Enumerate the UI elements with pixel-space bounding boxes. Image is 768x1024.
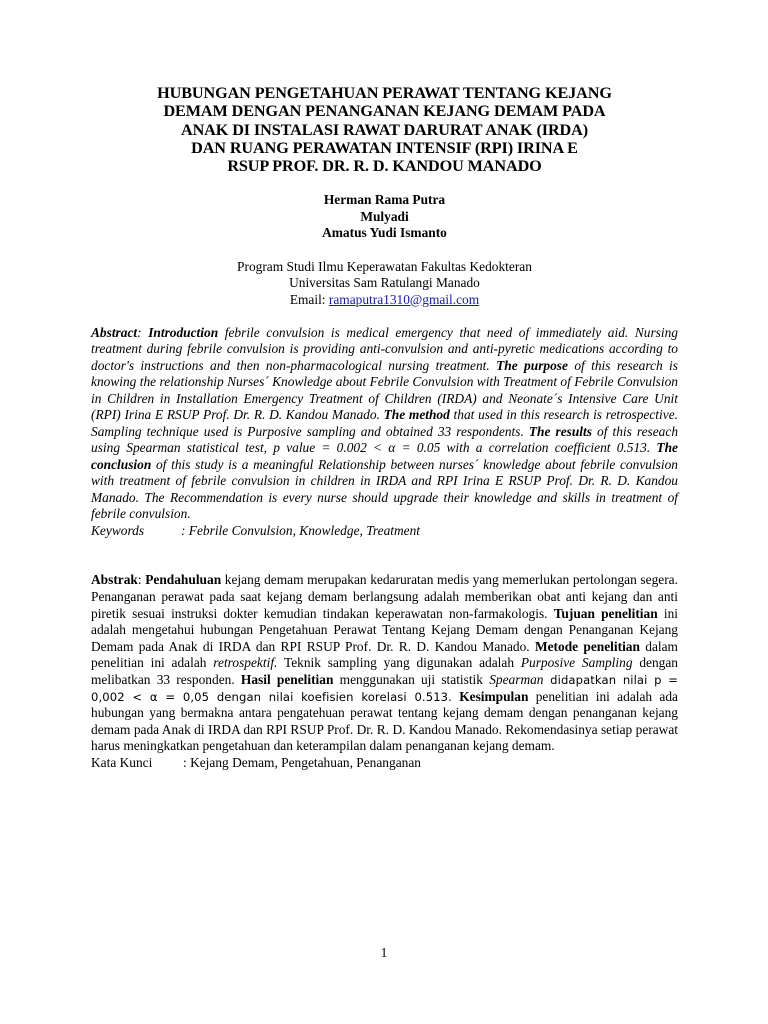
metode-italic-2: Purposive Sampling — [520, 655, 633, 671]
keywords-indonesian — [91, 755, 678, 772]
kata-kunci-value: : Kejang Demam, Pengetahuan, Penanganan — [183, 754, 421, 770]
intro-label: Introduction — [148, 324, 219, 340]
pendahuluan-label: Pendahuluan — [145, 572, 222, 588]
hasil-text: menggunakan uji statistik — [333, 671, 490, 687]
kesimpulan-label: Kesimpulan — [459, 688, 529, 704]
title-line: DEMAM DENGAN PENANGANAN KEJANG DEMAM PADA — [163, 102, 606, 121]
keywords-value: : Febrile Convulsion, Knowledge, Treatment — [181, 522, 421, 538]
author-name: Mulyadi — [360, 208, 409, 224]
title-line: DAN RUANG PERAWATAN INTENSIF (RPI) IRINA E — [191, 138, 578, 157]
purpose-label: The purpose — [496, 357, 568, 373]
results-text: of this reseach using Spearman statistical test, p value = 0.002 < α = 0.05 with a correlation coefficient 0.513. — [91, 423, 679, 456]
title-line: RSUP PROF. DR. R. D. KANDOU MANADO — [227, 157, 542, 176]
hasil-stat-text: didapatkan nilai p = 0,002 < α = 0,05 dengan nilai koefisien korelasi 0.513. — [91, 672, 679, 704]
email-label: Email: — [289, 291, 329, 307]
keywords-english — [91, 523, 678, 540]
kesimpulan-text: penelitian ini adalah ada hubungan yang bermakna antara pengatehuan perawat tentang kejang demam dengan penanganan kejang demam pada Anak di IRDA dan RPI RSUP Prof. Dr. R. D. Kandou Manado. Rekomendasinya setiap perawat harus meningkatkan pengetahuan dan keterampilan dalam penanganan kejang demam. — [91, 688, 678, 754]
affiliation-university: Universitas Sam Ratulangi Manado — [289, 275, 480, 291]
abstrak-label: Abstrak — [91, 572, 138, 588]
kata-kunci-label: Kata Kunci — [91, 754, 153, 770]
metode-text-c: dengan melibatkan 33 responden. — [91, 655, 678, 687]
method-label: The method — [383, 407, 450, 423]
affiliation-email-line — [91, 292, 678, 308]
abstract-label: Abstract — [91, 324, 138, 340]
page-number: 1 — [380, 945, 388, 960]
results-label: The results — [528, 423, 592, 439]
abstract-english — [91, 325, 678, 523]
metode-text-b: Teknik sampling yang digunakan adalah — [277, 655, 521, 671]
method-text: that used in this research is retrospective. Sampling technique used is Purposive sampling and obtained 33 respondents. — [91, 407, 678, 439]
metode-italic: retrospektif. — [213, 655, 278, 671]
affiliation — [91, 259, 678, 308]
metode-label: Metode penelitian — [534, 638, 640, 654]
abstrak-colon: : — [137, 572, 146, 588]
author-name: Herman Rama Putra — [323, 192, 446, 208]
metode-text: dalam penelitian ini adalah — [91, 638, 678, 671]
tujuan-text: ini adalah mengetahui hubungan Pengetahuan Perawat Tentang Kejang Demam dengan Penanganan Kejang Demam pada Anak di IRDA dan RPI RSUP Prof. Dr. R. D. Kandou Manado. — [91, 605, 679, 654]
abstract-colon: : — [137, 324, 149, 340]
title-line: ANAK DI INSTALASI RAWAT DARURAT ANAK (IRDA) — [180, 120, 589, 139]
abstract-indonesian — [91, 572, 678, 755]
email-link[interactable]: ramaputra1310@gmail.com — [328, 291, 480, 307]
intro-text: febrile convulsion is medical emergency that need of immediately aid. Nursing treatment during febrile convulsion is providing anti-convulsion and anti-pyretic medications according to doctor's instructions and then non-pharmacological nursing treatment. — [91, 324, 678, 373]
conclusion-text: of this study is a meaningful Relationship between nurses´ knowledge about febrile convulsion with treatment of febrile convulsion in children in IRDA and RPI Irina E RSUP Prof. Dr. R. D. Kandou Manado. The Recommendation is every nurse should upgrade their knowledge and skills in treatment of febrile convulsion. — [91, 456, 678, 522]
keywords-label: Keywords — [91, 522, 145, 538]
paper-title — [91, 84, 678, 175]
hasil-italic: Spearman — [489, 671, 544, 687]
pendahuluan-text: kejang demam merupakan kedaruratan medis yang memerlukan pertolongan segera. Penanganan perawat pada saat kejang demam berlangsung adalah memberikan obat anti kejang dan anti piretik sesuai instruksi dokter kemudian tindakan keperawatan non-farmakologis. — [91, 572, 678, 621]
title-line: HUBUNGAN PENGETAHUAN PERAWAT TENTANG KEJANG — [157, 84, 612, 102]
purpose-text: of this research is knowing the relationship Nurses´ Knowledge about Febrile Convulsion with Treatment of Febrile Convulsion in Children in Installation Emergency Treatment of Children (IRDA) and Neonate´s Intensive Care Unit (RPI) Irina E RSUP Prof. Dr. R. D. Kandou Manado. — [91, 357, 678, 423]
tujuan-label: Tujuan penelitian — [553, 605, 658, 621]
hasil-label: Hasil penelitian — [240, 671, 334, 687]
conclusion-label: The conclusion — [91, 440, 678, 472]
affiliation-program: Program Studi Ilmu Keperawatan Fakultas Kedokteran — [237, 258, 532, 274]
author-list — [91, 192, 678, 241]
author-name: Amatus Yudi Ismanto — [322, 225, 447, 241]
